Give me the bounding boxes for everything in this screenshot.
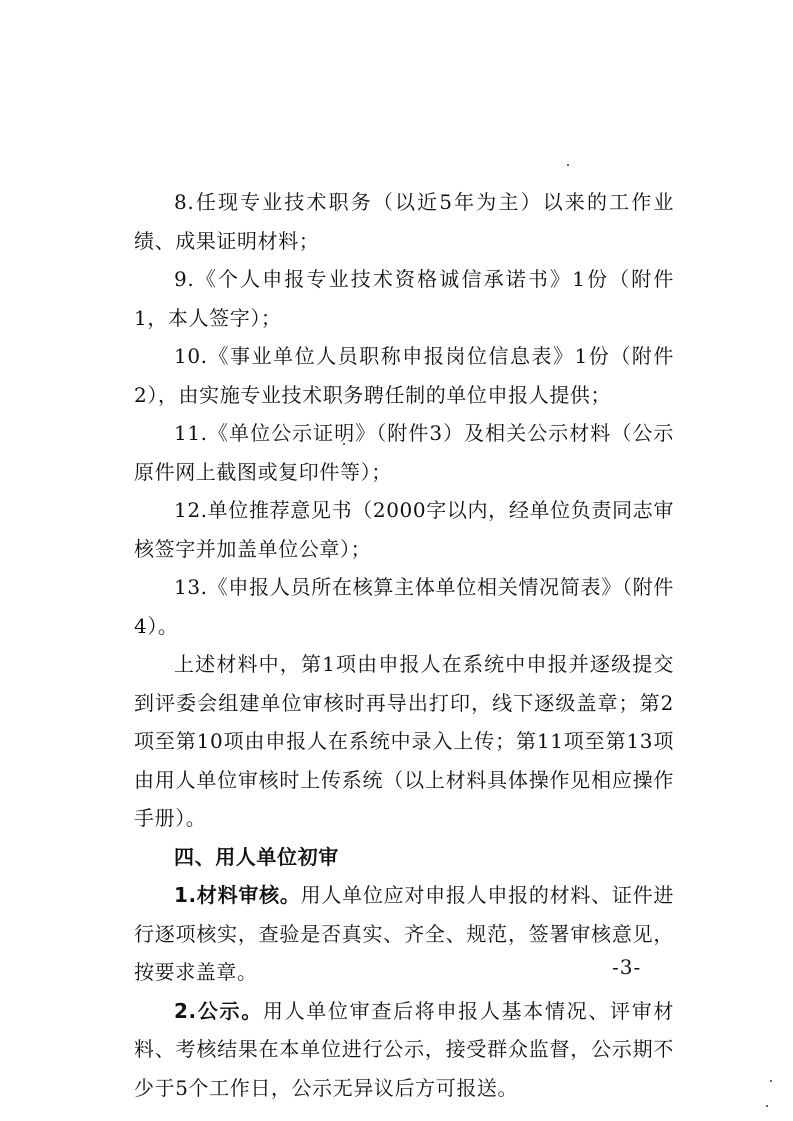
material-review-paragraph	[134, 876, 674, 992]
publicity-lead: 2.公示。	[174, 998, 263, 1023]
list-item-12: 12.单位推荐意见书（2000字以内，经单位负责同志审核签字并加盖单位公章）；	[134, 498, 674, 561]
materials-summary-paragraph: 上述材料中，第1项由申报人在系统中申报并逐级提交到评委会组建单位审核时再导出打印，线下逐级盖章；第2项至第10项由申报人在系统中录入上传；第11项至第13项由用人单位审核时上传系统（以上材料具体操作见相应操作手册）。	[134, 652, 674, 830]
page-number: -3-	[612, 955, 642, 979]
publicity-paragraph	[134, 992, 674, 1108]
list-item-13: 13.《申报人员所在核算主体单位相关情况简表》（附件4）。	[134, 575, 674, 638]
list-item-9: 9.《个人申报专业技术资格诚信承诺书》1份（附件1，本人签字）；	[134, 267, 674, 330]
section-heading: 四、用人单位初审	[174, 844, 339, 869]
scan-speck	[770, 1080, 772, 1082]
list-item-11: 11.《单位公示证明》（附件3）及相关公示材料（公示原件网上截图或复印件等）；	[134, 421, 674, 484]
list-item-10: 10.《事业单位人员职称申报岗位信息表》1份（附件2），由实施专业技术职务聘任制的单位申报人提供；	[134, 344, 674, 407]
scan-speck	[567, 164, 569, 166]
material-review-lead: 1.材料审核。	[174, 883, 301, 907]
scan-speck	[766, 1105, 768, 1107]
material-review-text: 用人单位应对申报人申报的材料、证件进行逐项核实，查验是否真实、齐全、规范，签署审核意见，按要求盖章。	[134, 883, 674, 984]
document-body	[134, 183, 674, 1107]
list-item-8: 8.任现专业技术职务（以近5年为主）以来的工作业绩、成果证明材料；	[134, 190, 674, 253]
publicity-text: 用人单位审查后将申报人基本情况、评审材料、考核结果在本单位进行公示，接受群众监督，公示期不少于5个工作日，公示无异议后方可报送。	[134, 998, 675, 1100]
